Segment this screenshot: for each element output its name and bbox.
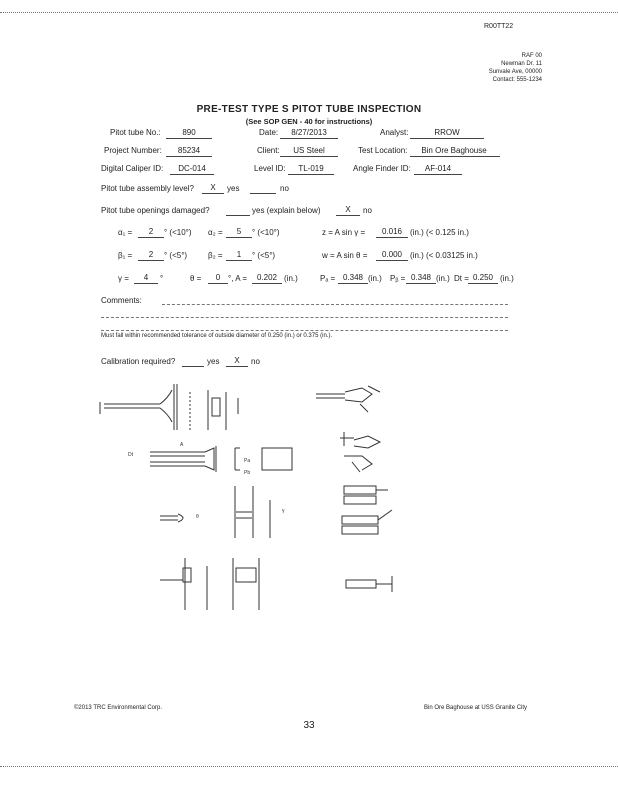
alpha2-label: α₂ =: [208, 228, 223, 237]
z-value: 0.016: [381, 227, 403, 236]
test-location-value: Bin Ore Baghouse: [421, 146, 487, 155]
address-line: Sunvale Ave, 00000: [488, 69, 542, 75]
theta-value: 0: [215, 273, 221, 282]
calibration-no-mark: X: [234, 356, 240, 365]
damaged-no-mark: X: [345, 205, 351, 214]
damaged-no-label: no: [363, 206, 372, 215]
pb-label: Pᵦ =: [390, 274, 406, 283]
calibration-no-label: no: [251, 357, 260, 366]
theta-unit-a: °, A =: [228, 274, 247, 283]
w-value: 0.000: [381, 250, 403, 259]
pitot-tube-label: Pitot tube No.:: [110, 128, 161, 137]
pitot-tip-top-diagram: [316, 386, 380, 412]
alpha1-label: α₁ =: [118, 228, 133, 237]
z-formula-label: z = A sin γ =: [322, 228, 366, 237]
pitot-measurement-diagram: [150, 446, 292, 472]
pitot-tip-side-diagram: [340, 432, 380, 472]
analyst-value: RROW: [434, 128, 460, 137]
document-id: R00TT22: [484, 23, 514, 30]
w-formula-label: w = A sin θ =: [322, 251, 368, 260]
digital-caliper-value: DC-014: [178, 164, 206, 173]
angle-finder-label: Angle Finder ID:: [353, 164, 411, 173]
pitot-alignment-diagram: [160, 486, 270, 538]
pitot-side-view-diagram: [100, 384, 238, 430]
diagram-label: θ: [196, 514, 199, 520]
alpha1-value: 2: [148, 227, 154, 236]
level-yes-label: yes: [227, 184, 240, 193]
pa-value: 0.348: [342, 273, 364, 282]
damaged-yes-label: yes (explain below): [252, 206, 321, 215]
project-number-label: Project Number:: [104, 146, 162, 155]
page-number: 33: [303, 720, 315, 731]
alpha2-tolerance: ° (<10°): [252, 228, 280, 237]
beta2-value: 1: [236, 250, 242, 259]
damaged-question: Pitot tube openings damaged?: [101, 206, 210, 215]
client-value: US Steel: [293, 146, 325, 155]
level-yes-mark: X: [210, 183, 216, 192]
address-line: RAF 00: [521, 53, 542, 59]
date-label: Date:: [259, 128, 279, 137]
address-line: Newman Dr. 11: [501, 61, 542, 67]
beta1-tolerance: ° (<5°): [164, 251, 188, 260]
test-location-label: Test Location:: [358, 146, 408, 155]
dt-label: Dt =: [454, 274, 469, 283]
pitot-opening-diagrams: [160, 558, 259, 610]
footer-left: ©2013 TRC Environmental Corp.: [74, 705, 163, 711]
pitot-tip-bottom-diagram: [346, 576, 392, 592]
pa-label: Pₐ =: [320, 274, 336, 283]
level-id-value: TL-019: [298, 164, 324, 173]
level-question: Pitot tube assembly level?: [101, 184, 194, 193]
alpha2-value: 5: [236, 227, 242, 236]
beta1-value: 2: [148, 250, 154, 259]
theta-label: θ =: [190, 274, 202, 283]
pb-unit: (in.): [436, 274, 450, 283]
a-value: 0.202: [256, 273, 278, 282]
form-subtitle: (See SOP GEN - 40 for instructions): [245, 117, 373, 126]
diagram-label: Dt: [128, 452, 133, 458]
dt-value: 0.250: [472, 273, 494, 282]
a-unit: (in.): [284, 274, 298, 283]
alpha1-tolerance: ° (<10°): [164, 228, 192, 237]
gamma-value: 4: [143, 273, 149, 282]
pb-value: 0.348: [410, 273, 432, 282]
diagram-label: Pa: [244, 458, 251, 464]
level-no-label: no: [280, 184, 289, 193]
address-line: Contact: 555-1234: [492, 77, 542, 83]
z-tolerance: (in.) (< 0.125 in.): [410, 228, 469, 237]
comments-label: Comments:: [101, 296, 142, 305]
calibration-yes-label: yes: [207, 357, 220, 366]
client-label: Client:: [257, 146, 280, 155]
diagram-label: γ: [282, 508, 285, 514]
gamma-label: γ =: [118, 274, 129, 283]
tolerance-note: Must fall within recommended tolerance of outside diameter of 0.250 (in.) or 0.375 (in.).: [101, 333, 333, 339]
diagram-label: Pb: [244, 470, 251, 476]
gamma-unit: °: [160, 274, 164, 283]
date-value: 8/27/2013: [291, 128, 327, 137]
beta2-label: β₂ =: [208, 251, 223, 260]
form-title: PRE-TEST TYPE S PITOT TUBE INSPECTION: [196, 104, 422, 115]
beta2-tolerance: ° (<5°): [252, 251, 276, 260]
angle-finder-value: AF-014: [424, 164, 452, 173]
footer-right: Bin Ore Baghouse at USS Granite City: [424, 705, 528, 711]
w-tolerance: (in.) (< 0.03125 in.): [410, 251, 478, 260]
project-number-value: 85234: [177, 146, 201, 155]
level-id-label: Level ID:: [254, 164, 286, 173]
digital-caliper-label: Digital Caliper ID:: [101, 164, 164, 173]
beta1-label: β₁ =: [118, 251, 133, 260]
analyst-label: Analyst:: [380, 128, 409, 137]
calibration-question: Calibration required?: [101, 357, 176, 366]
dt-unit: (in.): [500, 274, 514, 283]
diagram-label: A: [180, 442, 184, 448]
pitot-tube-pair-diagram: [342, 486, 392, 534]
pa-unit: (in.): [368, 274, 382, 283]
pitot-tube-value: 890: [182, 128, 196, 137]
